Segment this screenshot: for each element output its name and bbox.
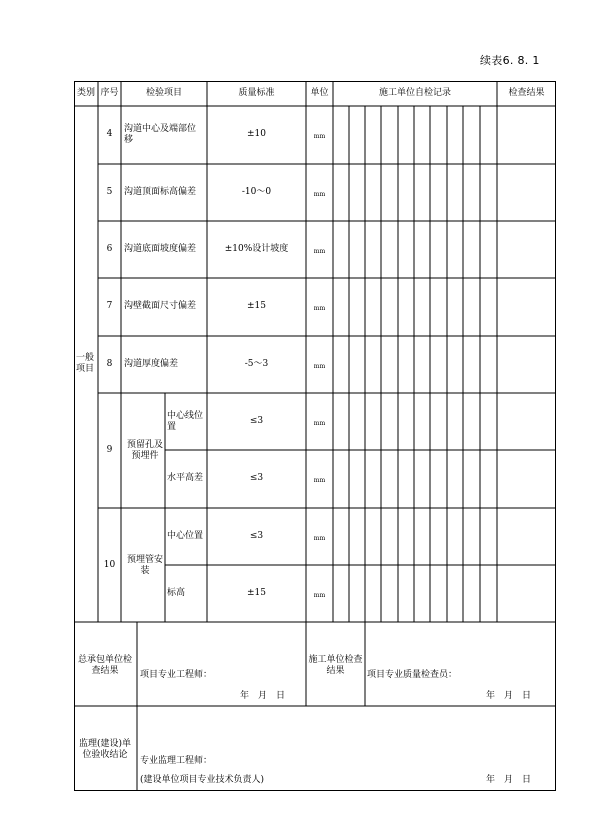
row-unit: mm xyxy=(313,133,326,140)
row-standard: ±10 xyxy=(247,129,266,139)
contractor-result-label: 总承包单位检查结果 xyxy=(77,655,132,676)
row-standard: ±10%设计坡度 xyxy=(224,244,289,254)
sub-item: 水平高差 xyxy=(167,473,204,483)
row-unit: mm xyxy=(313,248,326,255)
row-item: 沟壁截面尺寸偏差 xyxy=(124,301,197,311)
header-unit: 单位 xyxy=(310,88,329,98)
row-item: 沟道厚度偏差 xyxy=(124,359,179,369)
construction-result-label: 施工单位检查结果 xyxy=(308,655,363,676)
header-category: 类别 xyxy=(76,88,95,98)
sub-standard: ≤3 xyxy=(249,473,264,483)
group-seq: 10 xyxy=(103,560,116,570)
row-seq: 4 xyxy=(106,129,113,139)
quality-inspector-label: 项目专业质量检查员： xyxy=(367,670,458,680)
header-standard: 质量标准 xyxy=(238,88,275,98)
construction-date: 年 月 日 xyxy=(486,691,532,701)
row-unit: mm xyxy=(313,191,326,198)
sub-unit: mm xyxy=(313,535,326,542)
row-standard: -5～3 xyxy=(244,359,269,369)
sub-unit: mm xyxy=(313,477,326,484)
sub-unit: mm xyxy=(313,592,326,599)
sub-standard: ≤3 xyxy=(249,416,264,426)
row-standard: ±15 xyxy=(247,301,266,311)
supervision-conclusion-label: 监理(建设)单位验收结论 xyxy=(78,739,132,760)
group-item: 预埋管安装 xyxy=(127,555,164,576)
supervision-date: 年 月 日 xyxy=(486,775,532,785)
contractor-date: 年 月 日 xyxy=(240,691,286,701)
sub-standard: ≤3 xyxy=(249,531,264,541)
supervision-engineer-label: 专业监理工程师： xyxy=(140,756,213,766)
contractor-engineer-label: 项目专业工程师： xyxy=(140,670,213,680)
group-seq: 9 xyxy=(106,445,113,455)
sub-item: 中心线位置 xyxy=(167,411,204,432)
header-self-check: 施工单位自检记录 xyxy=(378,88,451,98)
row-unit: mm xyxy=(313,363,326,370)
row-item: 沟道中心及端部位移 xyxy=(124,124,197,145)
row-item: 沟道底面坡度偏差 xyxy=(124,244,197,254)
header-result: 检查结果 xyxy=(508,88,545,98)
sub-standard: ±15 xyxy=(247,588,266,598)
row-standard: -10～0 xyxy=(241,187,272,197)
header-seq: 序号 xyxy=(100,88,119,98)
row-unit: mm xyxy=(313,305,326,312)
row-seq: 5 xyxy=(106,187,113,197)
group-item: 预留孔及预埋件 xyxy=(127,440,164,461)
row-seq: 7 xyxy=(106,301,113,311)
row-item: 沟道顶面标高偏差 xyxy=(124,187,197,197)
row-seq: 6 xyxy=(106,244,113,254)
table-number: 续表6. 8. 1 xyxy=(480,54,540,67)
sub-unit: mm xyxy=(313,420,326,427)
sub-item: 标高 xyxy=(167,588,186,598)
category-label: 一般项目 xyxy=(75,353,94,374)
header-item: 检验项目 xyxy=(145,88,182,98)
row-seq: 8 xyxy=(106,359,113,369)
sub-item: 中心位置 xyxy=(167,531,204,541)
owner-representative-label: (建设单位项目专业技术负责人) xyxy=(140,775,265,785)
